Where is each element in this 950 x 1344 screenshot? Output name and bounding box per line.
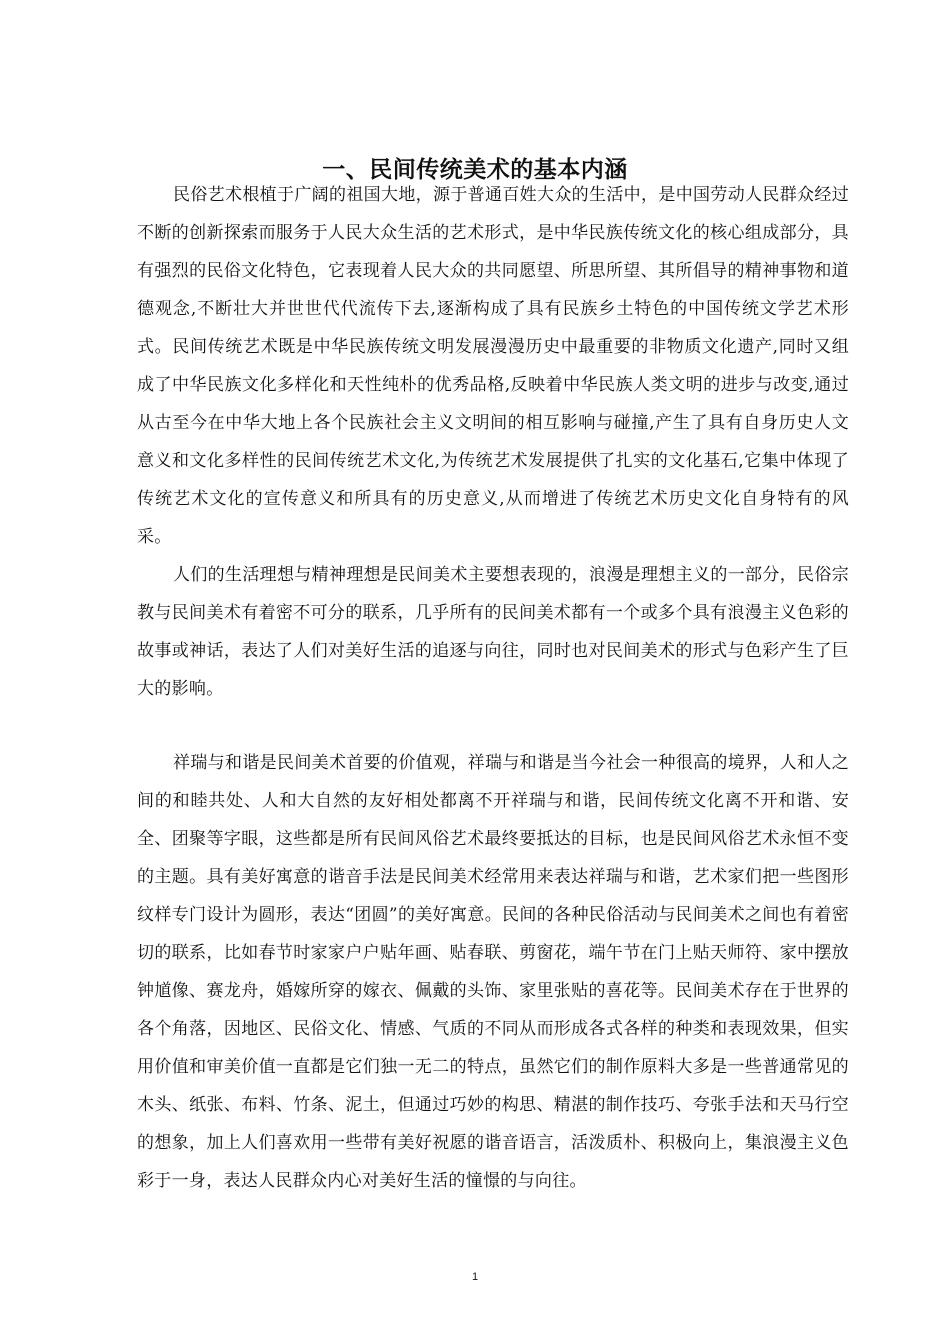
- document-body: [137, 176, 849, 1200]
- paragraph-romanticism: 人们的生活理想与精神理想是民间美术主要想表现的，浪漫是理想主义的一部分，民俗宗教与民间美术有着密不可分的联系，几乎所有的民间美术都有一个或多个具有浪漫主义色彩的故事或神话，表达了人们对美好生活的追逐与向往，同时也对民间美术的形式与色彩产生了巨大的影响。: [137, 565, 849, 699]
- page-number: 1: [471, 1271, 479, 1283]
- section-heading: 一、民间传统美术的基本内涵: [322, 157, 628, 184]
- paragraph-harmony-values: 祥瑞与和谐是民间美术首要的价值观，祥瑞与和谐是当今社会一种很高的境界，人和人之间的和睦共处、人和大自然的友好相处都离不开祥瑞与和谐，民间传统文化离不开和谐、安全、团聚等字眼，这些都是所有民间风俗艺术最终要抵达的目标，也是民间风俗艺术永恒不变的主题。具有美好寓意的谐音手法是民间美术经常用来表达祥瑞与和谐，艺术家们把一些图形纹样专门设计为圆形，表达“团圆”的美好寓意。民间的各种民俗活动与民间美术之间也有着密切的联系，比如春节时家家户户贴年画、贴春联、剪窗花，端午节在门上贴天师符、家中摆放钟馗像、赛龙舟，婚嫁所穿的嫁衣、佩戴的头饰、家里张贴的喜花等。民间美术存在于世界的各个角落，因地区、民俗文化、情感、气质的不同从而形成各式各样的种类和表现效果，但实用价值和审美价值一直都是它们独一无二的特点，虽然它们的制作原料大多是一些普通常见的木头、纸张、布料、竹条、泥土，但通过巧妙的构思、精湛的制作技巧、夸张手法和天马行空的想象，加上人们喜欢用一些带有美好祝愿的谐音语言，活泼质朴、积极向上，集浪漫主义色彩于一身，表达人民群众内心对美好生活的憧憬的与向往。: [137, 753, 849, 1191]
- paragraph-folk-art-origins: 民俗艺术根植于广阔的祖国大地，源于普通百姓大众的生活中，是中国劳动人民群众经过不断的创新探索而服务于人民大众生活的艺术形式，是中华民族传统文化的核心组成部分，具有强烈的民俗文化特色，它表现着人民大众的共同愿望、所思所望、其所倡导的精神事物和道德观念,不断壮大并世世代代流传下去,逐渐构成了具有民族乡土特色的中国传统文学艺术形式。民间传统艺术既是中华民族传统文明发展漫漫历史中最重要的非物质文化遗产,同时又组成了中华民族文化多样化和天性纯朴的优秀品格,反映着中华民族人类文明的进步与改变,通过从古至今在中华大地上各个民族社会主义文明间的相互影响与碰撞,产生了具有自身历史人文意义和文化多样性的民间传统艺术文化,为传统艺术发展提供了扎实的文化基石,它集中体现了传统艺术文化的宣传意义和所具有的历史意义,从而增进了传统艺术历史文化自身特有的风采。: [137, 185, 849, 547]
